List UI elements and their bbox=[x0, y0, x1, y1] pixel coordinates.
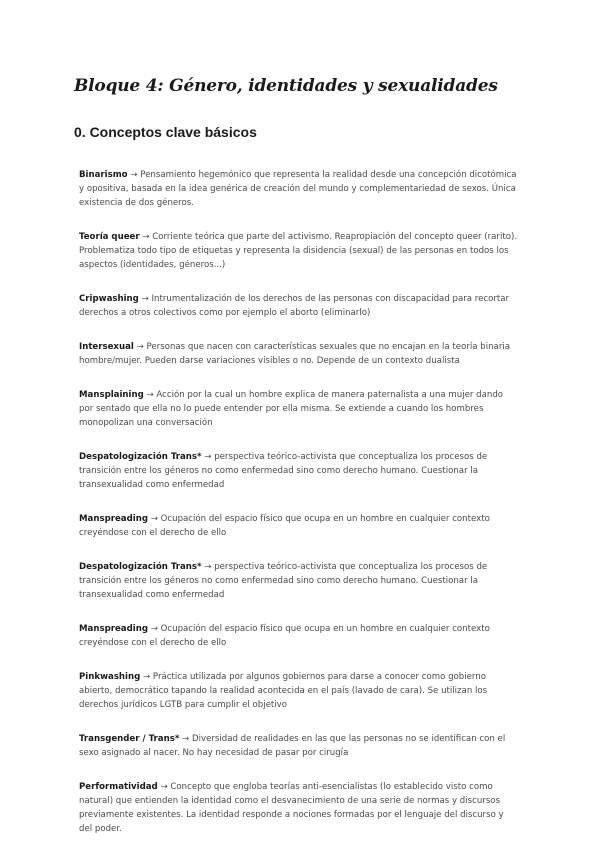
page-title: Bloque 4: Género, identidades y sexualidades bbox=[74, 76, 498, 96]
definition-text: → Personas que nacen con características sexuales que no encajan en la teoría binaria hombre/mujer. Pueden darse variaciones visibles o no. Depende de un contexto dualista bbox=[79, 342, 511, 366]
definition-term: Intersexual bbox=[79, 342, 134, 352]
definition-text: → Ocupación del espacio físico que ocupa en un hombre en cualquier contexto creyéndose con el derecho de ello bbox=[79, 624, 490, 648]
definition-term: Binarismo bbox=[79, 170, 128, 180]
definition-term: Manspreading bbox=[79, 624, 148, 634]
definition-term: Mansplaining bbox=[79, 390, 144, 400]
definition-item bbox=[79, 780, 519, 836]
definition-item bbox=[79, 512, 519, 540]
definition-term: Teoría queer bbox=[79, 232, 140, 242]
definition-item bbox=[79, 560, 519, 602]
definition-text: → Práctica utilizada por algunos gobiernos para darse a conocer como gobierno abierto, democrático tapando la realidad acontecida en el país (lavado de cara). Se utilizan los derechos jurídicos LGTB para cumplir el objetivo bbox=[79, 672, 488, 710]
definition-item bbox=[79, 340, 519, 368]
definition-item bbox=[79, 622, 519, 650]
definition-item bbox=[79, 230, 519, 272]
definition-text: → Pensamiento hegemónico que representa la realidad desde una concepción dicotómica y opositiva, basada en la idea genérica de creación del mundo y complementariedad de sexos. Única existencia de dos géneros. bbox=[79, 170, 517, 208]
definition-item bbox=[79, 388, 519, 430]
definitions-list bbox=[79, 168, 519, 856]
definition-item bbox=[79, 732, 519, 760]
definition-term: Pinkwashing bbox=[79, 672, 141, 682]
definition-text: → perspectiva teórico-activista que conceptualiza los procesos de transición entre los géneros no como enfermedad sino como derecho humano. Cuestionar la transexualidad como enfermedad bbox=[79, 562, 488, 600]
definition-item bbox=[79, 168, 519, 210]
definition-text: → Diversidad de realidades en las que las personas no se identifican con el sexo asignado al nacer. No hay necesidad de pasar por cirugía bbox=[79, 734, 506, 758]
definition-term: Cripwashing bbox=[79, 294, 139, 304]
definition-text: → Intrumentalización de los derechos de las personas con discapacidad para recortar derechos a otros colectivos como por ejemplo el aborto (eliminarlo) bbox=[79, 294, 510, 318]
definition-term: Transgender / Trans* bbox=[79, 734, 180, 744]
definition-text: → Acción por la cual un hombre explica de manera paternalista a una mujer dando por sentado que ella no lo puede entender por ella misma. Se extiende a cuando los hombres monopolizan una conversación bbox=[79, 390, 504, 428]
definition-item bbox=[79, 292, 519, 320]
definition-item bbox=[79, 670, 519, 712]
section-heading: 0. Conceptos clave básicos bbox=[74, 124, 257, 140]
definition-text: → perspectiva teórico-activista que conceptualiza los procesos de transición entre los géneros no como enfermedad sino como derecho humano. Cuestionar la transexualidad como enfermedad bbox=[79, 452, 488, 490]
definition-item bbox=[79, 450, 519, 492]
definition-term: Despatologización Trans* bbox=[79, 452, 202, 462]
definition-text: → Corriente teórica que parte del activismo. Reapropiación del concepto queer (rarito). Problematiza todo tipo de etiquetas y representa la disidencia (sexual) de las personas en todos los aspectos (identidades, géneros...) bbox=[79, 232, 518, 270]
definition-term: Performatividad bbox=[79, 782, 158, 792]
definition-text: → Concepto que engloba teorías anti-esencialistas (lo establecido visto como natural) que entienden la identidad como el desvanecimiento de una serie de normas y discursos previamente existentes. La identidad responde a nociones formadas por el lenguaje del discurso y del poder. bbox=[79, 782, 504, 834]
definition-term: Despatologización Trans* bbox=[79, 562, 202, 572]
definition-term: Manspreading bbox=[79, 514, 148, 524]
definition-text: → Ocupación del espacio físico que ocupa en un hombre en cualquier contexto creyéndose con el derecho de ello bbox=[79, 514, 490, 538]
